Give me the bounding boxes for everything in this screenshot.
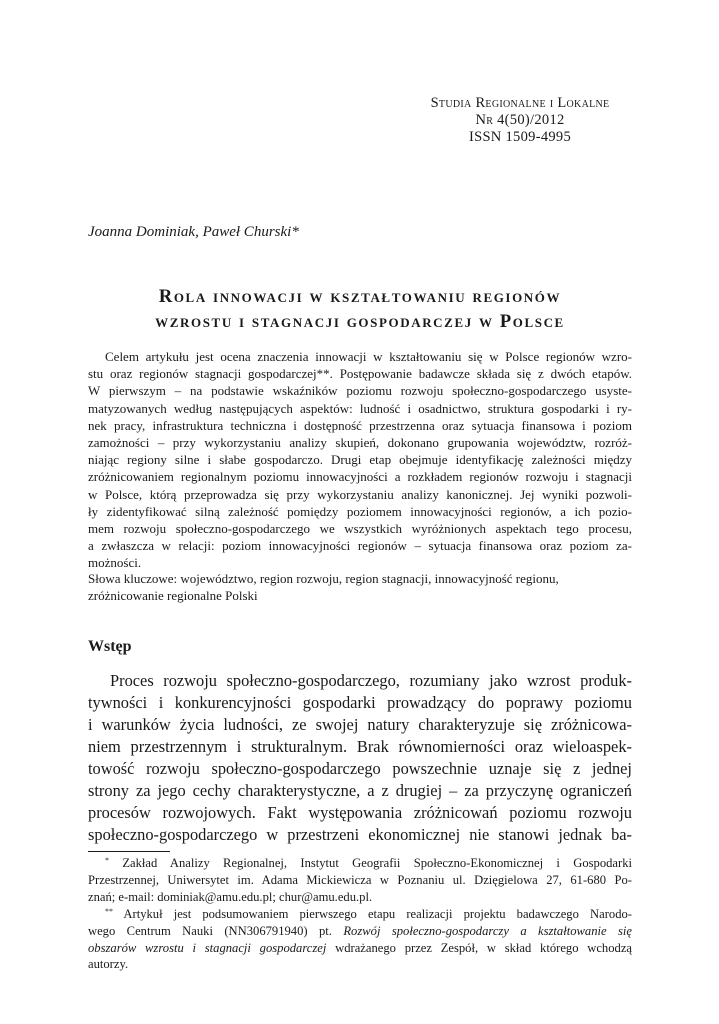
body-line: towość rozwoju społeczno-gospodarczego powszechnie uznaje się z jednej [88,759,632,778]
project-title-italic: Rozwój społeczno-gospodarczy a kształtowanie się [343,923,632,938]
body-line: społeczno-gospodarczego w przestrzeni ekonomicznej nie stanowi jednak ba- [88,825,632,844]
article-authors: Joanna Dominiak, Paweł Churski* [88,224,299,240]
project-title-italic: obszarów wzrostu i stagnacji gospodarczej [88,940,327,955]
footnote-line: ** Artykuł jest podsumowaniem pierwszego etapu realizacji projektu badawczego Narodo- [105,907,632,921]
footnote-line: obszarów wzrostu i stagnacji gospodarczej wdrażanego przez Zespół, w skład którego wchodzą [88,940,633,955]
body-line: procesów rozwojowych. Fakt występowania zróżnicowań poziomu rozwoju [88,803,632,822]
body-paragraph [88,670,632,846]
keywords [88,570,632,604]
footnote-mark: ** [105,907,113,916]
body-line: niem przestrzennym i strukturalnym. Brak równomierności oraz wieloaspek- [88,737,632,756]
journal-header [390,95,650,146]
keywords-line: Słowa kluczowe: województwo, region rozwoju, region stagnacji, innowacyjność regionu, [88,571,559,586]
abstract-line: Celem artykułu jest ocena znaczenia innowacji w kształtowaniu się w Polsce regionów wzro- [105,349,632,364]
abstract-line: a zwłaszcza w relacji: poziom innowacyjności regionów – sytuacja finansowa oraz poziom za- [88,538,632,554]
journal-name: Studia Regionalne i Lokalne [430,95,610,111]
footnote-2 [88,906,632,973]
abstract-line: stu oraz regionów stagnacji gospodarczej**. Postępowanie badawcze składa się z dwóch etapów. [88,366,632,382]
body-line: Proces rozwoju społeczno-gospodarczego, rozumiany jako wzrost produk- [110,671,632,690]
footnote-line: wego Centrum Nauki (NN306791940) pt. Rozwój społeczno-gospodarczy a kształtowanie się [88,923,632,938]
journal-issue: Nr 4(50)/2012 [475,112,565,128]
abstract-line: w Polsce, którą przeprowadza się przy wykorzystaniu analizy kanonicznej. Jej wyniki pozwoli- [88,486,632,502]
abstract-line: mem rozwoju społeczno-gospodarczego we wszystkich wyróżnionych aspektach tego procesu, [88,521,632,537]
abstract [88,348,632,572]
abstract-line: W pierwszym – na podstawie wskaźników poziomu rozwoju społeczno-gospodarczego usyste- [88,383,632,399]
footnote-1 [88,855,632,905]
abstract-line: niając regiony silne i słabe gospodarczo. Drugi etap obejmuje identyfikację zależności między [88,452,632,468]
footnote-line: znań; e-mail: dominiak@amu.edu.pl; chur@amu.edu.pl. [88,889,373,904]
footnote-mark: * [105,856,109,865]
footnote-line: Przestrzennej, Uniwersytet im. Adama Mickiewicza w Poznaniu ul. Dzięgielowa 27, 61-680 Po- [88,872,632,887]
abstract-line: nek pracy, infrastruktura techniczna i dostępność przestrzenna oraz sytuacja finansowa i poziom [88,417,632,433]
abstract-line: matyzowanych według następujących aspektów: ludność i osadnictwo, struktura gospodarki i ry- [88,400,632,416]
body-line: i warunków życia ludności, ze swojej natury charakteryzuje się zróżnicowa- [88,715,632,734]
keywords-line: zróżnicowanie regionalne Polski [88,588,258,604]
journal-issn: ISSN 1509-4995 [468,129,572,145]
title-line: wzrostu i stagnacji gospodarczej w Polsce [155,312,565,332]
abstract-line: możności. [88,555,142,571]
footnote-divider [88,851,170,852]
footnote-line: autorzy. [88,957,129,972]
body-line: tywności i konkurencyjności gospodarki prowadzący do poprawy poziomu [88,693,632,712]
footnote-line: * Zakład Analizy Regionalnej, Instytut Geografii Społeczno-Ekonomicznej i Gospodarki [105,856,632,870]
section-heading: Wstęp [88,638,132,655]
title-line: Rola innowacji w kształtowaniu regionów [158,287,562,307]
article-title [88,285,632,335]
body-line: strony za jego cechy charakterystyczne, a z drugiej – za przyczynę ograniczeń [88,781,632,800]
abstract-line: zróżnicowaniem regionalnym poziomu innowacyjności a rozkładem regionów rozwoju i stagnacji [88,469,632,485]
abstract-line: zamożności – przy wykorzystaniu analizy skupień, dokonano grupowania województw, rozróż- [88,435,632,451]
abstract-line: ły zidentyfikować silną zależność pomiędzy poziomem innowacyjności regionów, a ich pozio- [88,503,632,519]
